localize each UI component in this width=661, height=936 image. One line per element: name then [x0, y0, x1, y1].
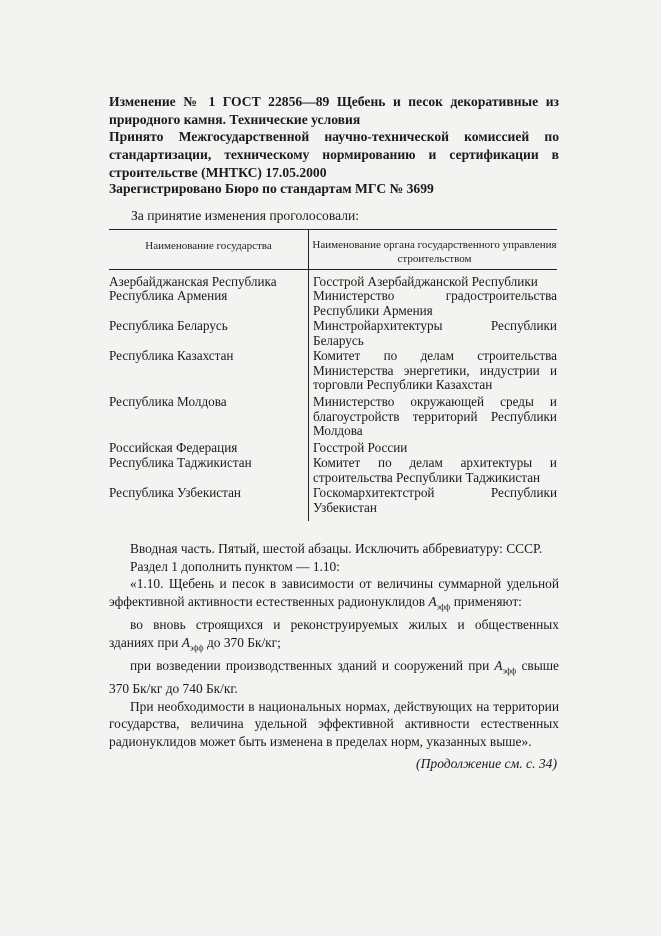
- amendment-body: [109, 540, 559, 751]
- paragraph-intro: Вводная часть. Пятый, шестой абзацы. Исключить аббревиатуру: СССР.: [130, 541, 543, 556]
- column-header-state: Наименование государства: [145, 240, 272, 252]
- organ-cell: Госстрой России: [313, 440, 408, 455]
- activity-symbol: A: [494, 657, 503, 673]
- text: во вновь строящихся и реконструируемых жилых и общественных зданиях при: [109, 617, 559, 650]
- organ-cell: Госкомархитектстрой Республики Узбекистан: [313, 485, 557, 515]
- adoption-note: Принято Межгосударственной научно-технической комиссией по стандартизации, техническому нормированию и сертификации в строительстве (МНТКС) 17.05.2000: [109, 129, 559, 180]
- text: применяют:: [450, 593, 522, 609]
- table-top-rule: [109, 229, 557, 230]
- state-cell: Республика Узбекистан: [109, 485, 241, 500]
- continuation-note: (Продолжение см. с. 34): [416, 756, 557, 771]
- activity-symbol: A: [181, 634, 190, 650]
- activity-subscript: эфф: [502, 666, 517, 676]
- state-cell: Республика Молдова: [109, 394, 227, 409]
- organ-cell: Комитет по делам архитектуры и строительства Республики Таджикистан: [313, 455, 557, 485]
- text: при возведении производственных зданий и сооружений при: [130, 657, 495, 673]
- activity-symbol: A: [428, 593, 437, 609]
- state-cell: Республика Казахстан: [109, 348, 234, 363]
- text: до 370 Бк/кг;: [203, 634, 281, 650]
- paragraph-1-10: [109, 575, 559, 616]
- organ-cell: Минстройархитектуры Республики Беларусь: [313, 318, 557, 348]
- organ-cell: Комитет по делам строительства Министерства энергетики, индустрии и торговли Республики Казахстан: [313, 348, 557, 392]
- activity-subscript: эфф: [189, 643, 204, 653]
- organ-cell: Министерство градостроительства Республики Армения: [313, 288, 557, 318]
- paragraph-national-norms: При необходимости в национальных нормах, действующих на территории государства, величина удельной эффективной активности естественных радионуклидов может быть изменена в пределах норм, указанных выше».: [109, 698, 559, 749]
- column-header-organ: Наименование органа государственного управления строительством: [312, 239, 557, 265]
- table-column-divider: [308, 229, 309, 521]
- table-header-rule: [109, 269, 557, 270]
- state-cell: Республика Таджикистан: [109, 455, 252, 470]
- paragraph-section: Раздел 1 дополнить пунктом — 1.10:: [130, 558, 340, 574]
- state-cell: Азербайджанская Республика: [109, 274, 277, 289]
- state-cell: Республика Армения: [109, 288, 228, 303]
- registration-note: Зарегистрировано Бюро по стандартам МГС № 3699: [109, 181, 434, 196]
- amendment-title: Изменение № 1 ГОСТ 22856—89 Щебень и песок декоративные из природного камня. Технические условия: [109, 94, 559, 127]
- voted-label: За принятие изменения проголосовали:: [131, 208, 360, 223]
- text: свыше 370 Бк/кг до 740 Бк/кг.: [109, 657, 559, 697]
- organ-cell: Министерство окружающей среды и благоустройств территорий Республики Молдова: [313, 394, 557, 438]
- text: «1.10. Щебень и песок в зависимости от величины суммарной удельной эффективной активности естественных радионуклидов: [109, 576, 559, 609]
- organ-cell: Госстрой Азербайджанской Республики: [313, 274, 538, 289]
- state-cell: Российская Федерация: [109, 440, 238, 455]
- paragraph-industrial: [109, 657, 559, 698]
- activity-subscript: эфф: [436, 602, 451, 612]
- state-cell: Республика Беларусь: [109, 318, 228, 333]
- paragraph-residential: [109, 616, 559, 657]
